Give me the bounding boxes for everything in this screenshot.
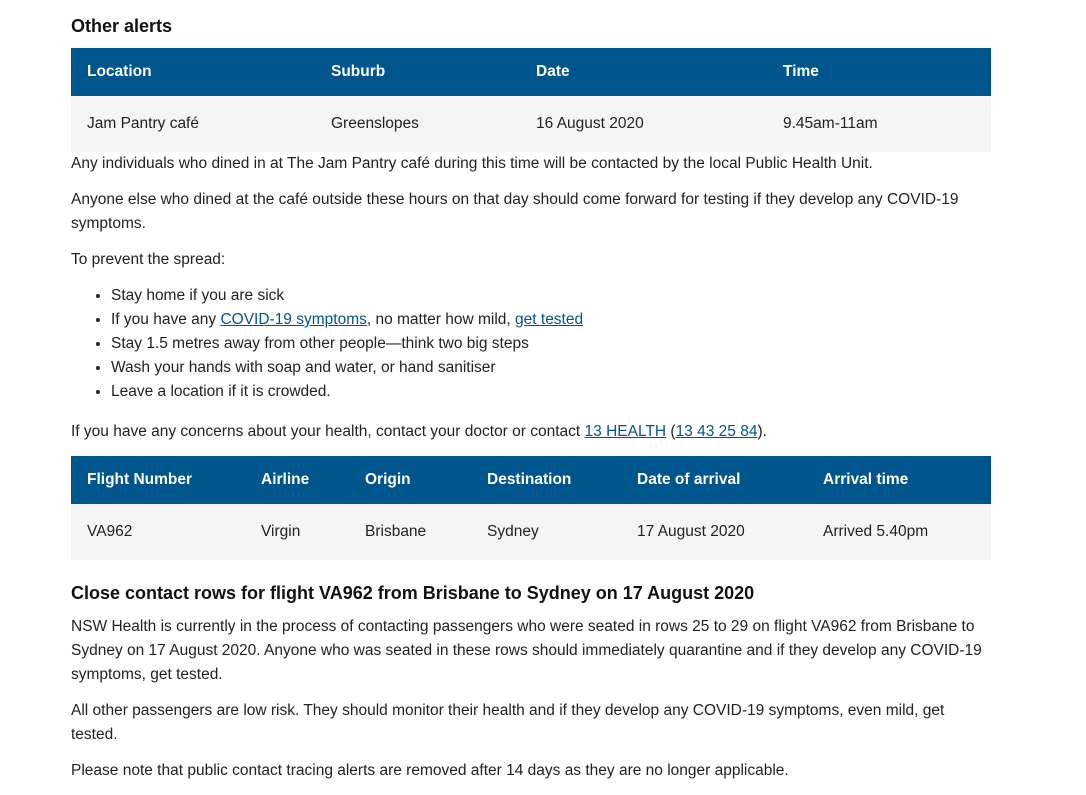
close-contact-heading: Close contact rows for flight VA962 from Brisbane to Sydney on 17 August 2020 — [71, 583, 755, 603]
13-health-link[interactable]: 13 HEALTH — [584, 423, 667, 440]
get-tested-link[interactable]: get tested — [515, 311, 584, 328]
col-location: Location — [71, 48, 315, 96]
testing-notice: Anyone else who dined at the café outside these hours on that day should come forward for testing if they develop any COVID-19 symptoms. — [71, 191, 959, 232]
cell-location: Jam Pantry café — [71, 96, 315, 152]
cell-arrival-time: Arrived 5.40pm — [807, 504, 991, 560]
cell-flight-number: VA962 — [71, 504, 245, 560]
table-header-row — [71, 48, 991, 96]
list-text: If you have any — [111, 311, 221, 328]
covid-symptoms-link[interactable]: COVID-19 symptoms — [220, 311, 367, 328]
cell-date-of-arrival: 17 August 2020 — [621, 504, 807, 560]
dined-notice: Any individuals who dined in at The Jam Pantry café during this time will be contacted by the local Public Health Unit. — [71, 155, 873, 172]
cell-time: 9.45am-11am — [767, 96, 991, 152]
list-item — [111, 308, 991, 332]
col-arrival-time: Arrival time — [807, 456, 991, 504]
cell-destination: Sydney — [471, 504, 621, 560]
flights-table — [71, 456, 991, 560]
alerts-table — [71, 48, 991, 152]
removal-note: Please note that public contact tracing alerts are removed after 14 days as they are no longer applicable. — [71, 762, 789, 779]
col-time: Time — [767, 48, 991, 96]
col-destination: Destination — [471, 456, 621, 504]
col-origin: Origin — [349, 456, 471, 504]
list-item: • Wash your hands with soap and water, or hand sanitiser — [111, 356, 991, 380]
list-item: • Stay 1.5 metres away from other people—think two big steps — [111, 332, 991, 356]
table-row — [71, 504, 991, 560]
cell-suburb: Greenslopes — [315, 96, 520, 152]
contact-text: ). — [757, 423, 767, 440]
prevention-list — [71, 284, 991, 404]
prevent-intro: To prevent the spread: — [71, 251, 226, 268]
contact-paragraph — [71, 420, 991, 444]
table-row — [71, 96, 991, 152]
contact-text: If you have any concerns about your health, contact your doctor or contact — [71, 423, 585, 440]
cell-origin: Brisbane — [349, 504, 471, 560]
col-date-of-arrival: Date of arrival — [621, 456, 807, 504]
col-suburb: Suburb — [315, 48, 520, 96]
col-airline: Airline — [245, 456, 349, 504]
list-item: • Leave a location if it is crowded. — [111, 380, 991, 404]
col-flight-number: Flight Number — [71, 456, 245, 504]
list-item: • Stay home if you are sick — [111, 284, 991, 308]
alert-body — [71, 152, 991, 795]
col-date: Date — [520, 48, 767, 96]
list-text: , no matter how mild, — [366, 311, 516, 328]
contact-text: ( — [666, 423, 676, 440]
low-risk-para: All other passengers are low risk. They should monitor their health and if they develop any COVID-19 symptoms, even mild, get tested. — [71, 702, 945, 743]
table-header-row — [71, 456, 991, 504]
other-alerts-heading: Other alerts — [71, 16, 173, 36]
phone-link[interactable]: 13 43 25 84 — [675, 423, 758, 440]
close-contact-para: NSW Health is currently in the process of contacting passengers who were seated in rows 25 to 29 on flight VA962 from Brisbane to Sydney on 17 August 2020. Anyone who was seated in these rows should immediately quarantine and if they develop any COVID-19 symptoms, get tested. — [71, 618, 982, 683]
cell-airline: Virgin — [245, 504, 349, 560]
cell-date: 16 August 2020 — [520, 96, 767, 152]
